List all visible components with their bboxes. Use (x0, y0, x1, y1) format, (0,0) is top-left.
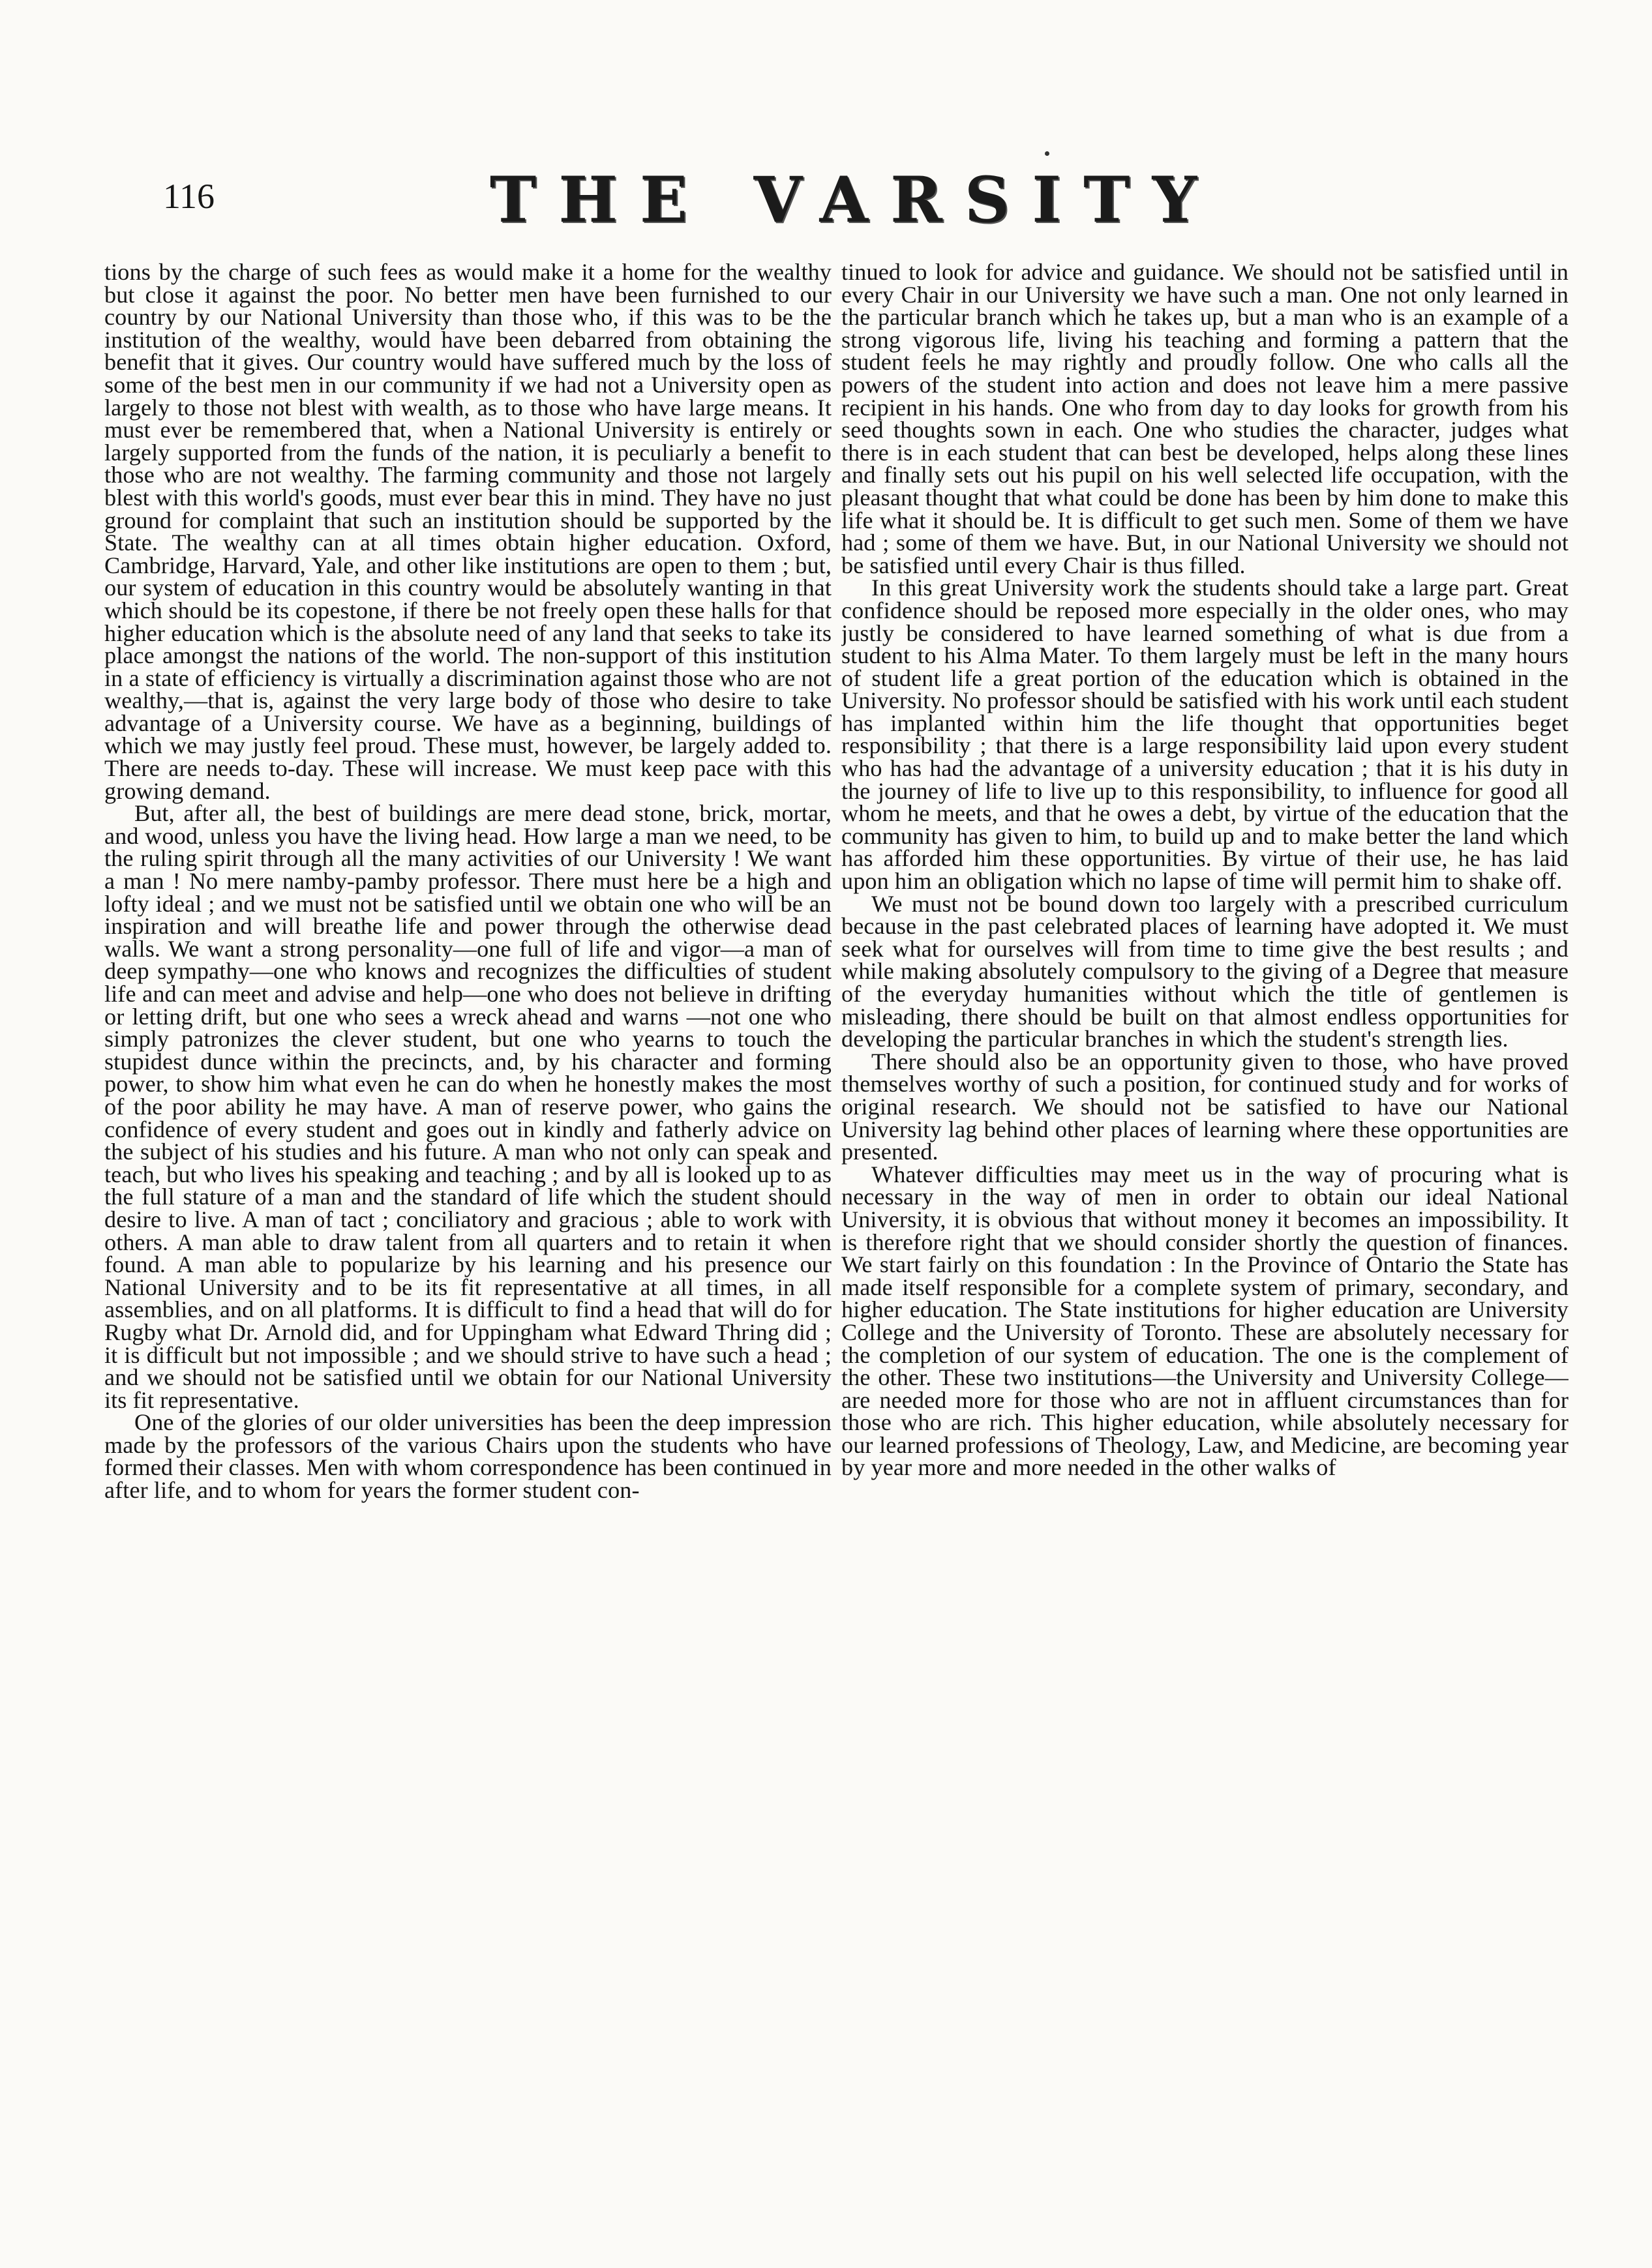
paragraph: There should also be an opportunity given to those, who have proved themselves worthy of such a position, for continued study and for works of original research. We should not be satisfied to have our National University lag behind other places of learning where these opportunities are presented. (841, 1048, 1569, 1165)
page-number: 116 (163, 177, 215, 216)
ink-speck (1045, 151, 1049, 156)
masthead-title: THE VARSITY (489, 163, 1220, 237)
paragraph: One of the glories of our older universities has been the deep impression made by the professors of the various Chairs upon the students who have formed their classes. Men with whom correspondence has been continued in after life, and to whom for years the former student con- (104, 1409, 832, 1504)
paragraph: We must not be bound down too largely with a prescribed curriculum because in the past celebrated places of learning have adopted it. We must seek what for ourselves will from time to time give the best results ; and while making absolutely compulsory to the giving of a Degree that measure of the everyday humanities without which the title of gentlemen is misleading, there should be built on that almost endless opportunities for developing the particular branches in which the student's strength lies. (841, 890, 1569, 1052)
paragraph: But, after all, the best of buildings are mere dead stone, brick, mortar, and wood, unless you have the living head. How large a man we need, to be the ruling spirit through all the many activities of our University ! We want a man ! No mere namby-pamby professor. There must here be a high and lofty ideal ; and we must not be satisfied until we obtain one who will be an inspiration and will breathe life and power through the otherwise dead walls. We want a strong personality—one full of life and vigor—a man of deep sympathy—one who knows and recognizes the difficulties of student life and can meet and advise and help—one who does not believe in drifting or letting drift, but one who sees a wreck ahead and warns —not one who simply patronizes the clever student, but one who yearns to touch the stupidest dunce within the precincts, and, by his character and forming power, to show him what even he can do when he honestly makes the most of the poor ability he may have. A man of reserve power, who gains the confidence of every student and goes out in kindly and fatherly advice on the subject of his studies and his future. A man who not only can speak and teach, but who lives his speaking and teaching ; and by all is looked up to as the full stature of a man and the standard of life which the student should desire to live. A man of tact ; conciliatory and gracious ; able to work with others. A man able to draw talent from all quarters and to retain it when found. A man able to popularize by his learning and his presence our National University and to be its fit representative at all times, in all assemblies, and on all platforms. It is difficult to find a head that will do for Rugby what Dr. Arnold did, and for Uppingham what Edward Thring did ; it is difficult but not impossible ; and we should strive to have such a head ; and we should not be satisfied until we obtain for our National University its fit representative. (104, 800, 832, 1413)
paragraph: tinued to look for advice and guidance. We should not be satisfied until in every Chair in our University we have such a man. One not only learned in the particular branch which he takes up, but a man who is an example of a strong vigorous life, living his teaching and forming a pattern that the student feels he may rightly and proudly follow. One who calls all the powers of the student into action and does not leave him a mere passive recipient in his hands. One who from day to day looks for growth from his seed thoughts sown in each. One who studies the character, judges what there is in each student that can best be developed, helps along these lines and finally sets out his pupil on his well selected life occupation, with the pleasant thought that what could be done has been by him done to make this life what it should be. It is difficult to get such men. Some of them we have had ; some of them we have. But, in our National University we should not be satisfied until every Chair is thus filled. (841, 261, 1569, 578)
right-column (841, 261, 1569, 2207)
paragraph: Whatever difficulties may meet us in the way of procuring what is necessary in the way of men in order to obtain our ideal National University, it is obvious that without money it becomes an impossibility. It is therefore right that we should consider shortly the question of finances. We start fairly on this foundation : In the Province of Ontario the State has made itself responsible for a complete system of primary, secondary, and higher education. The State institutions for higher education are University College and the University of Toronto. These are absolutely necessary for the completion of our system of education. The one is the complement of the other. These two institutions—the University and University College—are needed more for those who are not in affluent circumstances than for those who are rich. This higher education, while absolutely necessary for our learned professions of Theology, Law, and Medicine, are becoming year by year more and more needed in the other walks of (841, 1161, 1569, 1481)
paragraph: tions by the charge of such fees as would make it a home for the wealthy but close it against the poor. No better men have been furnished to our country by our National University than those who, if this was to be the institution of the wealthy, would have been debarred from obtaining the benefit that it gives. Our country would have suffered much by the loss of some of the best men in our community if we had not a University open as largely to those not blest with wealth, as to those who have large means. It must ever be remembered that, when a National University is entirely or largely supported from the funds of the nation, it is peculiarly a benefit to those who are not wealthy. The farming community and those not largely blest with this world's goods, must ever bear this in mind. They have no just ground for complaint that such an institution should be supported by the State. The wealthy can at all times obtain higher education. Oxford, Cambridge, Harvard, Yale, and other like institutions are open to them ; but, our system of education in this country would be absolutely wanting in that which should be its copestone, if there be not freely open these halls for that higher education which is the absolute need of any land that seeks to take its place amongst the nations of the world. The non-support of this institution in a state of efficiency is virtually a discrimination against those who are not wealthy,—that is, against the very large body of those who desire to take advantage of a University course. We have as a beginning, buildings of which we may justly feel proud. These must, however, be largely added to. There are needs to-day. These will increase. We must keep pace with this growing demand. (104, 261, 832, 804)
left-column (104, 261, 832, 2207)
page-header (0, 163, 1652, 254)
paragraph: In this great University work the students should take a large part. Great confidence should be reposed more especially in the older ones, who may justly be considered to have learned something of what is due from a student to his Alma Mater. To them largely must be left in the many hours of student life a great portion of the education which is obtained in the University. No professor should be satisfied with his work until each student has implanted within him the life thought that opportunities beget responsibility ; that there is a large responsibility laid upon every student who has had the advantage of a university education ; that it is his duty in the journey of life to live up to this responsibility, to influence for good all whom he meets, and that he owes a debt, by virtue of the education that the community has given to him, to build up and to make better the land which has afforded him these opportunities. By virtue of their use, he has laid upon him an obligation which no lapse of time will permit him to shake off. (841, 574, 1569, 895)
